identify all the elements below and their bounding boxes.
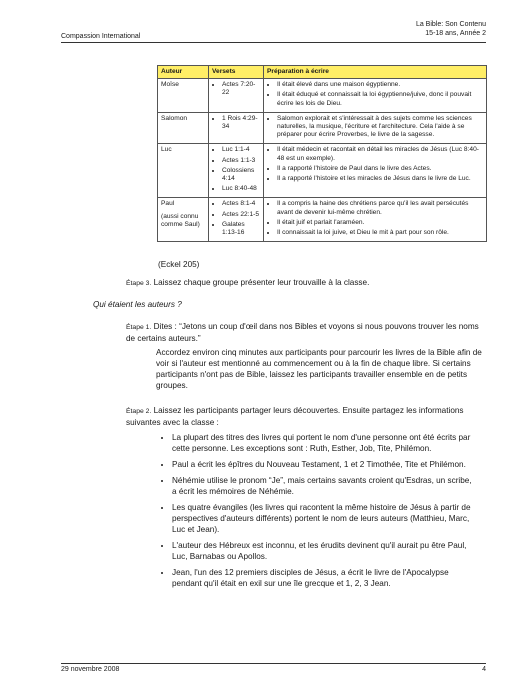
step2-bullets [158, 432, 476, 594]
table-header-row [158, 66, 487, 79]
step2-text: Laissez les participants partager leurs découvertes. Ensuite partagez les informations suivantes avec la classe : [126, 406, 464, 427]
footer-page-number: 4 [482, 666, 486, 673]
verses-cell [209, 112, 264, 144]
citation: (Eckel 205) [158, 260, 200, 269]
header-title-block [416, 20, 486, 38]
table-header: Versets [209, 66, 264, 79]
verse-reference: • Actes 1:1-3 [222, 157, 260, 165]
step1 [126, 321, 482, 344]
verses-cell [209, 198, 264, 242]
author-note: (aussi connu comme Saul) [161, 212, 200, 228]
header-title: La Bible: Son Contenu [415, 21, 486, 28]
author-name: Salomon [161, 114, 188, 122]
list-item: • Jean, l'un des 12 premiers disciples de Jésus, a écrit le livre de l'Apocalypse pendant qu'il était en exil sur une île grecque et 1, 2, 3 Jean. [172, 567, 476, 589]
footer-date: 29 novembre 2008 [61, 666, 120, 673]
step2 [126, 405, 484, 428]
verses-cell [209, 79, 264, 113]
step2-label: Étape 2. [126, 408, 152, 415]
list-item: • La plupart des titres des livres qui portent le nom d'une personne ont été écrits par cette personne. Les exceptions sont : Ruth, Esther, Job, Tite, Philémon. [172, 432, 476, 454]
author-cell [158, 112, 209, 144]
table-header: Auteur [158, 66, 209, 79]
preparation-point: • Il était médecin et racontait en détail les miracles de Jésus (Luc 8:40-48 est un exemple). [277, 146, 483, 162]
footer-rule [61, 663, 486, 664]
author-cell [158, 144, 209, 198]
verse-reference: • Actes 8:1-4 [222, 200, 260, 208]
author-name: Moïse [161, 81, 179, 89]
step3-label: Étape 3. [126, 280, 152, 287]
list-item: • L'auteur des Hébreux est inconnu, et les érudits devinent qu'il aurait pu être Paul, Luc, Barnabas ou Apollos. [172, 540, 476, 562]
author-name: Paul [161, 200, 175, 208]
step1-paragraph: Accordez environ cinq minutes aux participants pour parcourir les livres de la Bible afin de voir si l'auteur est mentionné au commencement ou à la fin de chaque libre. Si certains participants n'ont pas de Bible, laissez les participants travailler ensemble en de petits groupes. [156, 348, 482, 390]
table-row [158, 144, 487, 198]
preparation-cell [264, 79, 487, 113]
verse-reference: • Colossiens 4:14 [222, 167, 260, 183]
preparation-point: • Il connaissait la loi juive, et Dieu le mit à part pour son rôle. [277, 229, 483, 237]
table-row [158, 79, 487, 113]
author-cell [158, 198, 209, 242]
table-header: Préparation à écrire [264, 66, 487, 79]
verse-reference: • 1 Rois 4:29-34 [222, 115, 260, 131]
preparation-cell [264, 144, 487, 198]
list-item: • Néhémie utilise le pronom “Je”, mais certains savants croient qu'Esdras, un scribe, a écrit les mémoires de Néhémie. [172, 475, 476, 497]
verse-reference: • Luc 8:40-48 [222, 185, 260, 193]
preparation-point: • Salomon explorait et s'intéressait à des sujets comme les sciences naturelles, la musique, l'écriture et l'architecture. Cela l'aide à se préparer pour écrire Proverbes, le livre de la sagesse. [277, 115, 483, 140]
verse-reference: • Actes 22:1-5 [222, 211, 260, 219]
preparation-point: • Il a rapporté l'histoire de Paul dans le livre des Actes. [277, 165, 483, 173]
preparation-point: • Il était juif et parlait l'araméen. [277, 219, 483, 227]
preparation-cell [264, 198, 487, 242]
verse-reference: • Galates 1:13-16 [222, 221, 260, 237]
header-org: Compassion International [61, 33, 141, 40]
verse-reference: • Luc 1:1-4 [222, 146, 260, 154]
preparation-point: • Il était élevé dans une maison égyptienne. [277, 81, 483, 89]
authors-table [157, 65, 487, 242]
author-name: Luc [161, 146, 172, 154]
section-title: Qui étaient les auteurs ? [93, 300, 182, 309]
author-cell [158, 79, 209, 113]
list-item: • Paul a écrit les épîtres du Nouveau Testament, 1 et 2 Timothée, Tite et Philémon. [172, 459, 476, 470]
preparation-point: • Il a rapporté l'histoire et les miracles de Jésus dans le livre de Luc. [277, 175, 483, 183]
step1-label: Étape 1. [126, 324, 152, 331]
header-rule [61, 42, 486, 43]
table-row [158, 112, 487, 144]
step1-text: Dites : “Jetons un coup d'œil dans nos Bibles et voyons si nous pouvons trouver les noms de certains auteurs.” [126, 322, 479, 343]
header-subtitle: 15-18 ans, Année 2 [425, 30, 486, 37]
verse-reference: • Actes 7:20-22 [222, 81, 260, 97]
step3 [126, 277, 369, 289]
preparation-cell [264, 112, 487, 144]
preparation-point: • Il a compris la haine des chrétiens parce qu'il les avait persécutés avant de devenir lui-même chrétien. [277, 200, 483, 216]
verses-cell [209, 144, 264, 198]
step3-text: Laissez chaque groupe présenter leur trouvaille à la classe. [153, 278, 370, 287]
table-row [158, 198, 487, 242]
list-item: • Les quatre évangiles (les livres qui racontent la même histoire de Jésus à partir de perspectives d'auteurs différents) portent le nom de leurs auteurs (Matthieu, Marc, Luc et Jean). [172, 502, 476, 535]
preparation-point: • Il était éduqué et connaissait la loi égyptienne/juive, donc il pouvait écrire les lois de Dieu. [277, 91, 483, 107]
